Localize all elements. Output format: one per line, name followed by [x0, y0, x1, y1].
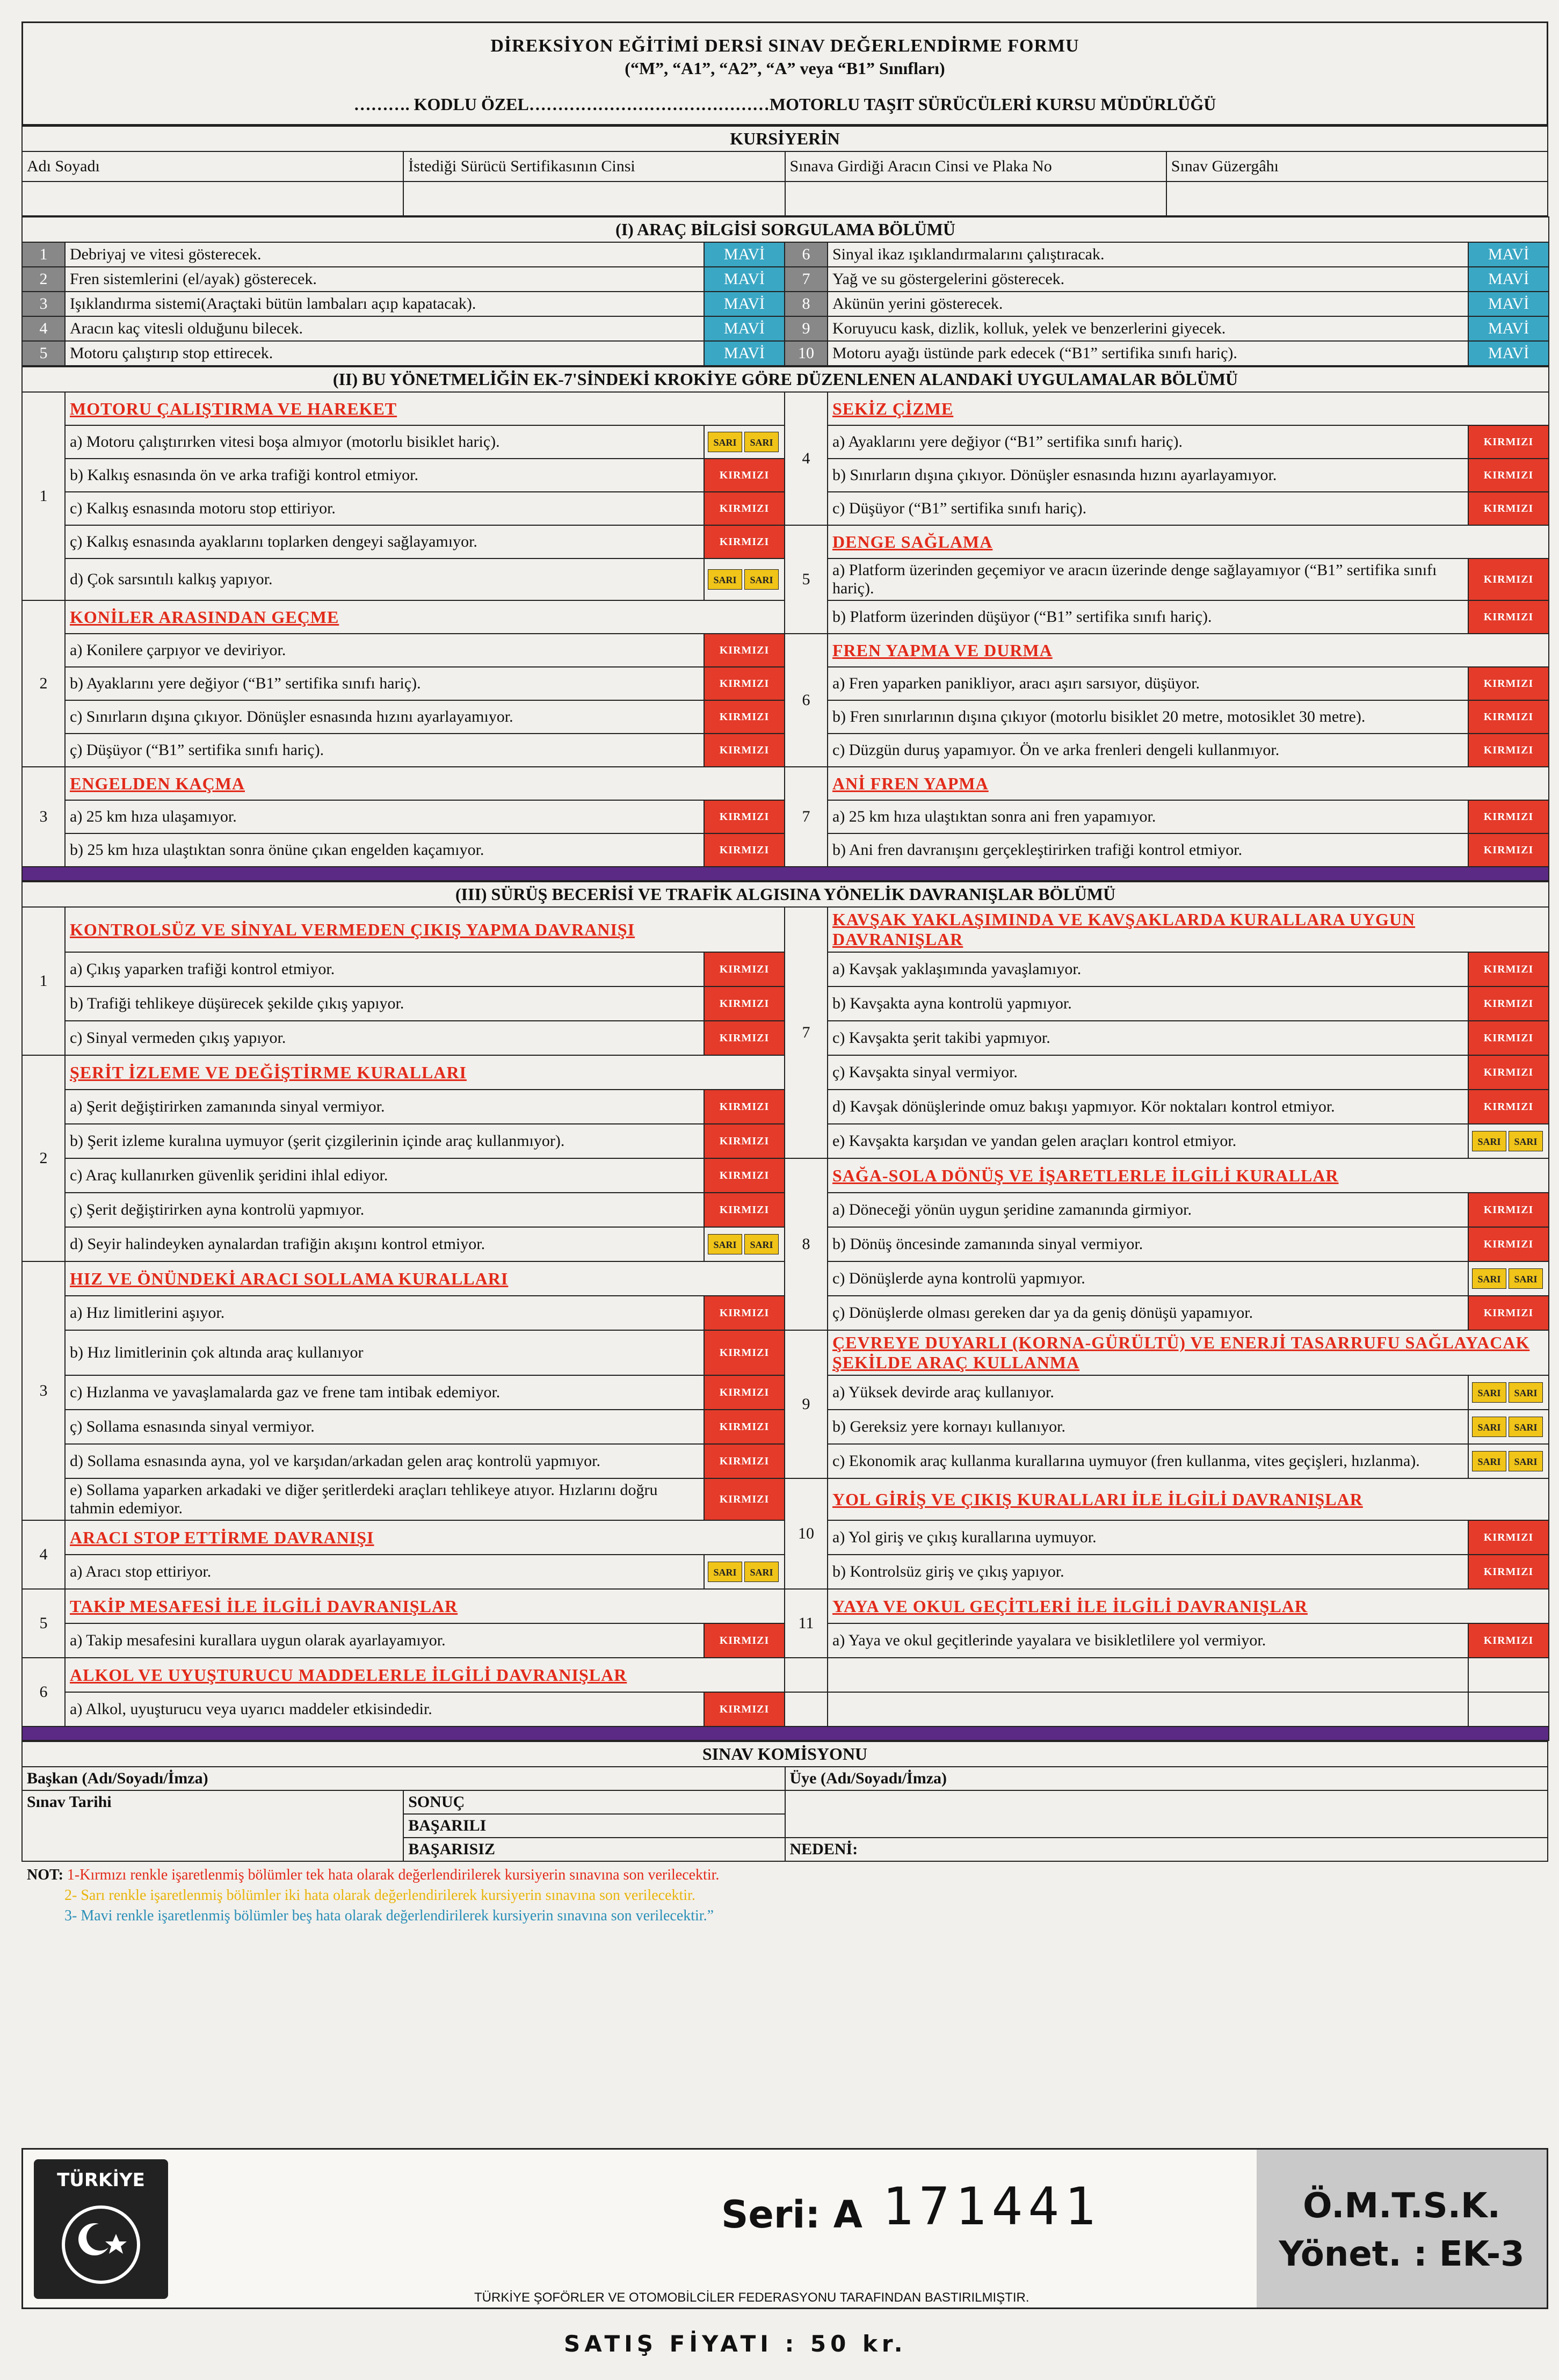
note-red: 1-Kırmızı renkle işaretlenmiş bölümler tek hata olarak değerlendirilerek kursiyerin sınavına son verilecektir. — [67, 1867, 720, 1883]
section1-table — [21, 216, 1549, 366]
form-page — [21, 21, 1548, 2352]
kirmizi-badge[interactable]: KIRMIZI — [704, 1124, 785, 1158]
criterion-item: c) Hızlanma ve yavaşlamalarda gaz ve frene tam intibak edemiyor. — [65, 1375, 704, 1410]
kirmizi-badge[interactable]: KIRMIZI — [704, 1410, 785, 1444]
criterion-item: b) Hız limitlerinin çok altında araç kullanıyor — [65, 1330, 704, 1375]
sari-badge[interactable]: SARI — [744, 1562, 779, 1582]
sari-badge-pair[interactable] — [1468, 1261, 1549, 1296]
mavi-badge[interactable]: MAVİ — [704, 341, 785, 366]
section1-title: (I) ARAÇ BİLGİSİ SORGULAMA BÖLÜMÜ — [22, 217, 1549, 242]
kirmizi-badge[interactable]: KIRMIZI — [1468, 1021, 1549, 1055]
baskan-label: Başkan (Adı/Soyadı/İmza) — [22, 1767, 785, 1790]
criterion-item: c) Kalkış esnasında motoru stop ettiriyor. — [65, 492, 704, 525]
s1-item: Motoru ayağı üstünde park edecek (“B1” sertifika sınıfı hariç). — [828, 341, 1468, 366]
group-number: 1 — [22, 392, 65, 600]
kirmizi-badge[interactable]: KIRMIZI — [704, 525, 785, 558]
logo-text: TÜRKİYE — [57, 2169, 145, 2191]
group-number: 8 — [785, 1158, 828, 1330]
kirmizi-badge[interactable]: KIRMIZI — [1468, 700, 1549, 734]
uye-field[interactable] — [785, 1790, 1548, 1838]
mavi-badge[interactable]: MAVİ — [704, 292, 785, 316]
kirmizi-badge[interactable]: KIRMIZI — [704, 1623, 785, 1658]
s1-num: 5 — [22, 341, 65, 366]
criterion-item: ç) Şerit değiştirirken ayna kontrolü yapmıyor. — [65, 1193, 704, 1227]
kirmizi-badge[interactable]: KIRMIZI — [1468, 600, 1549, 634]
kirmizi-badge[interactable]: KIRMIZI — [704, 700, 785, 734]
group-title: YAYA VE OKUL GEÇİTLERİ İLE İLGİLİ DAVRANIŞLAR — [828, 1589, 1549, 1623]
group-number: 9 — [785, 1330, 828, 1478]
group-number: 5 — [22, 1589, 65, 1658]
sari-badge-pair[interactable] — [1468, 1375, 1549, 1410]
criterion-item: b) Dönüş öncesinde zamanında sinyal vermiyor. — [828, 1227, 1468, 1261]
group-title: DENGE SAĞLAMA — [828, 525, 1549, 558]
criterion-item: c) Kavşakta şerit takibi yapmıyor. — [828, 1021, 1468, 1055]
criterion-item: a) Hız limitlerini aşıyor. — [65, 1296, 704, 1330]
vehicle-label: Sınava Girdiği Aracın Cinsi ve Plaka No — [785, 151, 1166, 182]
serial-number: 171441 — [882, 2176, 1101, 2237]
criterion-item: a) 25 km hıza ulaşamıyor. — [65, 800, 704, 833]
criterion-item: a) Döneceği yönün uygun şeridine zamanında girmiyor. — [828, 1193, 1468, 1227]
sari-badge-pair[interactable] — [704, 425, 785, 459]
criterion-item: b) Fren sınırlarının dışına çıkıyor (motorlu bisiklet 20 metre, motosiklet 30 metre). — [828, 700, 1468, 734]
sari-badge-pair[interactable] — [1468, 1410, 1549, 1444]
form-header — [21, 21, 1548, 126]
sari-badge[interactable]: SARI — [1472, 1131, 1506, 1151]
criterion-item: ç) Kalkış esnasında ayaklarını toplarken dengeyi sağlayamıyor. — [65, 525, 704, 558]
kirmizi-badge[interactable]: KIRMIZI — [1468, 986, 1549, 1021]
mavi-badge[interactable]: MAVİ — [1468, 242, 1549, 267]
mavi-badge[interactable]: MAVİ — [1468, 292, 1549, 316]
kirmizi-badge[interactable]: KIRMIZI — [1468, 800, 1549, 833]
vehicle-field[interactable] — [785, 182, 1166, 216]
s1-num: 10 — [785, 341, 828, 366]
uye-label: Üye (Adı/Soyadı/İmza) — [785, 1767, 1548, 1790]
basarisiz-option[interactable]: BAŞARISIZ — [403, 1838, 785, 1861]
group-title: ŞERİT İZLEME VE DEĞİŞTİRME KURALLARI — [65, 1055, 785, 1090]
kirmizi-badge[interactable]: KIRMIZI — [704, 1158, 785, 1193]
criterion-item: a) Aracı stop ettiriyor. — [65, 1555, 704, 1589]
omtsk-box — [1257, 2150, 1547, 2308]
certificate-field[interactable] — [403, 182, 785, 216]
name-label: Adı Soyadı — [22, 151, 403, 182]
name-field[interactable] — [22, 182, 403, 216]
kirmizi-badge[interactable]: KIRMIZI — [1468, 425, 1549, 459]
s1-num: 7 — [785, 267, 828, 292]
kirmizi-badge[interactable]: KIRMIZI — [704, 1444, 785, 1478]
group-number: 3 — [22, 1261, 65, 1520]
criterion-item: b) Şerit izleme kuralına uymuyor (şerit çizgilerinin içinde araç kullanmıyor). — [65, 1124, 704, 1158]
sari-badge[interactable]: SARI — [708, 432, 742, 452]
sonuc-label: SONUÇ — [403, 1790, 785, 1814]
omtsk-label: Ö.M.T.S.K. — [1303, 2186, 1500, 2226]
group-number: 10 — [785, 1478, 828, 1589]
kirmizi-badge[interactable]: KIRMIZI — [704, 986, 785, 1021]
group-title: KONİLER ARASINDAN GEÇME — [65, 600, 785, 634]
group-title: FREN YAPMA VE DURMA — [828, 634, 1549, 667]
group-number: 2 — [22, 1055, 65, 1261]
criterion-item: a) Çıkış yaparken trafiği kontrol etmiyor. — [65, 952, 704, 986]
section-divider — [22, 1726, 1549, 1740]
criterion-item: a) Kavşak yaklaşımında yavaşlamıyor. — [828, 952, 1468, 986]
printer-note: TÜRKİYE ŞOFÖRLER VE OTOMOBİLCİLER FEDERASYONU TARAFINDAN BASTIRILMIŞTIR. — [474, 2290, 1029, 2305]
criterion-item: c) Ekonomik araç kullanma kurallarına uymuyor (fren kullanma, vites geçişleri, hızlanma). — [828, 1444, 1468, 1478]
group-title: MOTORU ÇALIŞTIRMA VE HAREKET — [65, 392, 785, 425]
kirmizi-badge[interactable]: KIRMIZI — [1468, 1555, 1549, 1589]
kursiyer-title: KURSİYERİN — [22, 126, 1548, 151]
s1-num: 4 — [22, 316, 65, 341]
section3-table — [21, 881, 1549, 1741]
group-number: 2 — [22, 600, 65, 767]
sari-badge[interactable]: SARI — [1472, 1451, 1506, 1471]
criterion-item: a) 25 km hıza ulaştıktan sonra ani fren yapamıyor. — [828, 800, 1468, 833]
criterion-item: a) Fren yaparken panikliyor, aracı aşırı sarsıyor, düşüyor. — [828, 667, 1468, 700]
criterion-item: c) Düzgün duruş yapamıyor. Ön ve arka frenleri dengeli kullanmıyor. — [828, 734, 1468, 767]
criterion-item: e) Kavşakta karşıdan ve yandan gelen araçları kontrol etmiyor. — [828, 1124, 1468, 1158]
kirmizi-badge[interactable]: KIRMIZI — [704, 734, 785, 767]
kirmizi-badge[interactable]: KIRMIZI — [1468, 1227, 1549, 1261]
group-title: SEKİZ ÇİZME — [828, 392, 1549, 425]
kirmizi-badge[interactable]: KIRMIZI — [704, 1296, 785, 1330]
group-number: 4 — [22, 1520, 65, 1589]
form-title: DİREKSİYON EĞİTİMİ DERSİ SINAV DEĞERLENDİRME FORMU — [490, 36, 1079, 56]
section2-title: (II) BU YÖNETMELİĞİN EK-7'SİNDEKİ KROKİYE GÖRE DÜZENLENEN ALANDAKİ UYGULAMALAR BÖLÜMÜ — [22, 367, 1549, 392]
school-line: ………. KODLU ÖZEL……………………………………MOTORLU TAŞIT SÜRÜCÜLERİ KURSU MÜDÜRLÜĞÜ — [353, 95, 1216, 114]
mavi-badge[interactable]: MAVİ — [704, 316, 785, 341]
sale-price: SATIŞ FİYATI : 50 kr. — [564, 2331, 907, 2357]
criterion-item: ç) Kavşakta sinyal vermiyor. — [828, 1055, 1468, 1090]
s1-item: Yağ ve su göstergelerini gösterecek. — [828, 267, 1468, 292]
kirmizi-badge[interactable]: KIRMIZI — [704, 492, 785, 525]
group-title: KONTROLSÜZ VE SİNYAL VERMEDEN ÇIKIŞ YAPMA DAVRANIŞI — [65, 907, 785, 952]
group-title: ARACI STOP ETTİRME DAVRANIŞI — [65, 1520, 785, 1555]
criterion-item: a) Yüksek devirde araç kullanıyor. — [828, 1375, 1468, 1410]
criterion-item: ç) Sollama esnasında sinyal vermiyor. — [65, 1410, 704, 1444]
kirmizi-badge[interactable]: KIRMIZI — [1468, 492, 1549, 525]
sari-badge[interactable]: SARI — [1509, 1131, 1543, 1151]
s1-item: Fren sistemlerini (el/ayak) gösterecek. — [65, 267, 704, 292]
criterion-item: b) Kontrolsüz giriş ve çıkış yapıyor. — [828, 1555, 1468, 1589]
kirmizi-badge[interactable]: KIRMIZI — [704, 1193, 785, 1227]
criterion-item: a) Şerit değiştirirken zamanında sinyal vermiyor. — [65, 1090, 704, 1124]
mavi-badge[interactable]: MAVİ — [704, 242, 785, 267]
sari-badge[interactable]: SARI — [1509, 1451, 1543, 1471]
sari-badge[interactable]: SARI — [1509, 1417, 1543, 1437]
s1-item: Akünün yerini gösterecek. — [828, 292, 1468, 316]
group-number: 3 — [22, 767, 65, 867]
federation-logo — [34, 2159, 168, 2299]
komisyon-table — [21, 1741, 1548, 1862]
kirmizi-badge[interactable]: KIRMIZI — [1468, 558, 1549, 600]
criterion-item: b) Ani fren davranışını gerçekleştirirken trafiği kontrol etmiyor. — [828, 833, 1468, 867]
s1-item: Motoru çalıştırıp stop ettirecek. — [65, 341, 704, 366]
form-subtitle: (“M”, “A1”, “A2”, “A” veya “B1” Sınıfları) — [625, 59, 945, 78]
criterion-item: c) Araç kullanırken güvenlik şeridini ihlal ediyor. — [65, 1158, 704, 1193]
kursiyer-table — [21, 126, 1548, 216]
criterion-item: b) Sınırların dışına çıkıyor. Dönüşler esnasında hızını ayarlayamıyor. — [828, 459, 1468, 492]
kirmizi-badge[interactable]: KIRMIZI — [704, 833, 785, 867]
s1-num: 1 — [22, 242, 65, 267]
route-field[interactable] — [1166, 182, 1548, 216]
sari-badge[interactable]: SARI — [1509, 1268, 1543, 1289]
criterion-item: c) Dönüşlerde ayna kontrolü yapmıyor. — [828, 1261, 1468, 1296]
kirmizi-badge[interactable]: KIRMIZI — [1468, 734, 1549, 767]
group-title: ÇEVREYE DUYARLI (KORNA-GÜRÜLTÜ) VE ENERJİ TASARRUFU SAĞLAYACAK ŞEKİLDE ARAÇ KULLANMA — [828, 1330, 1549, 1375]
criterion-item: b) Kavşakta ayna kontrolü yapmıyor. — [828, 986, 1468, 1021]
note-yellow: 2- Sarı renkle işaretlenmiş bölümler iki hata olarak değerlendirilerek kursiyerin sınavına son verilecektir. — [64, 1887, 695, 1904]
sari-badge[interactable]: SARI — [744, 1234, 779, 1254]
sari-badge-pair[interactable] — [1468, 1124, 1549, 1158]
sari-badge-pair[interactable] — [1468, 1444, 1549, 1478]
criterion-item: a) Motoru çalıştırırken vitesi boşa almıyor (motorlu bisiklet hariç). — [65, 425, 704, 459]
criterion-item: ç) Dönüşlerde olması gereken dar ya da geniş dönüşü yapamıyor. — [828, 1296, 1468, 1330]
group-title: ENGELDEN KAÇMA — [65, 767, 785, 800]
sari-badge[interactable]: SARI — [708, 1234, 742, 1254]
sari-badge-pair[interactable] — [704, 558, 785, 600]
kirmizi-badge[interactable]: KIRMIZI — [704, 1478, 785, 1520]
criterion-item: e) Sollama yaparken arkadaki ve diğer şeritlerdeki araçları tehlikeye atıyor. Hızlarını doğru tahmin edemiyor. — [65, 1478, 704, 1520]
s1-num: 6 — [785, 242, 828, 267]
s1-num: 8 — [785, 292, 828, 316]
criterion-item: b) Trafiği tehlikeye düşürecek şekilde çıkış yapıyor. — [65, 986, 704, 1021]
section3-title: (III) SÜRÜŞ BECERİSİ VE TRAFİK ALGISINA YÖNELİK DAVRANIŞLAR BÖLÜMÜ — [22, 882, 1549, 907]
group-number: 7 — [785, 907, 828, 1158]
kirmizi-badge[interactable]: KIRMIZI — [1468, 1296, 1549, 1330]
criterion-item: b) Kalkış esnasında ön ve arka trafiği kontrol etmiyor. — [65, 459, 704, 492]
mavi-badge[interactable]: MAVİ — [1468, 316, 1549, 341]
criterion-item: c) Düşüyor (“B1” sertifika sınıfı hariç). — [828, 492, 1468, 525]
section-divider — [22, 867, 1549, 881]
s1-item: Işıklandırma sistemi(Araçtaki bütün lambaları açıp kapatacak). — [65, 292, 704, 316]
s1-num: 9 — [785, 316, 828, 341]
criterion-item: b) Platform üzerinden düşüyor (“B1” sertifika sınıfı hariç). — [828, 600, 1468, 634]
criterion-item: c) Sınırların dışına çıkıyor. Dönüşler esnasında hızını ayarlayamıyor. — [65, 700, 704, 734]
sari-badge-pair[interactable] — [704, 1227, 785, 1261]
mavi-badge[interactable]: MAVİ — [1468, 267, 1549, 292]
sari-badge-pair[interactable] — [704, 1555, 785, 1589]
criterion-item: c) Sinyal vermeden çıkış yapıyor. — [65, 1021, 704, 1055]
group-number: 4 — [785, 392, 828, 525]
mavi-badge[interactable]: MAVİ — [704, 267, 785, 292]
kirmizi-badge[interactable]: KIRMIZI — [704, 1090, 785, 1124]
kirmizi-badge[interactable]: KIRMIZI — [704, 1330, 785, 1375]
kirmizi-badge[interactable]: KIRMIZI — [1468, 1193, 1549, 1227]
kirmizi-badge[interactable]: KIRMIZI — [704, 459, 785, 492]
criterion-item: a) Yol giriş ve çıkış kurallarına uymuyor. — [828, 1520, 1468, 1555]
criterion-item: d) Seyir halindeyken aynalardan trafiğin akışını kontrol etmiyor. — [65, 1227, 704, 1261]
kirmizi-badge[interactable]: KIRMIZI — [704, 1375, 785, 1410]
criterion-item: a) Konilere çarpıyor ve deviriyor. — [65, 634, 704, 667]
group-title: TAKİP MESAFESİ İLE İLGİLİ DAVRANIŞLAR — [65, 1589, 785, 1623]
group-title: KAVŞAK YAKLAŞIMINDA VE KAVŞAKLARDA KURALLARA UYGUN DAVRANIŞLAR — [828, 907, 1549, 952]
sari-badge[interactable]: SARI — [1472, 1268, 1506, 1289]
kirmizi-badge[interactable]: KIRMIZI — [1468, 952, 1549, 986]
kirmizi-badge[interactable]: KIRMIZI — [1468, 1623, 1549, 1658]
criterion-item: d) Çok sarsıntılı kalkış yapıyor. — [65, 558, 704, 600]
mavi-badge[interactable]: MAVİ — [1468, 341, 1549, 366]
criterion-item: a) Ayaklarını yere değiyor (“B1” sertifika sınıfı hariç). — [828, 425, 1468, 459]
s1-item: Koruyucu kask, dizlik, kolluk, yelek ve benzerlerini giyecek. — [828, 316, 1468, 341]
kirmizi-badge[interactable]: KIRMIZI — [1468, 1090, 1549, 1124]
group-number: 5 — [785, 525, 828, 634]
group-title: HIZ VE ÖNÜNDEKİ ARACI SOLLAMA KURALLARI — [65, 1261, 785, 1296]
s1-item: Debriyaj ve vitesi gösterecek. — [65, 242, 704, 267]
criterion-item: ç) Düşüyor (“B1” sertifika sınıfı hariç). — [65, 734, 704, 767]
criterion-item: d) Sollama esnasında ayna, yol ve karşıdan/arkadan gelen araç kontrolü yapmıyor. — [65, 1444, 704, 1478]
sari-badge[interactable]: SARI — [708, 1562, 742, 1582]
group-number: 7 — [785, 767, 828, 867]
route-label: Sınav Güzergâhı — [1166, 151, 1548, 182]
kirmizi-badge[interactable]: KIRMIZI — [704, 1692, 785, 1726]
kirmizi-badge[interactable]: KIRMIZI — [1468, 459, 1549, 492]
kirmizi-badge[interactable]: KIRMIZI — [704, 800, 785, 833]
s1-num: 2 — [22, 267, 65, 292]
sari-badge[interactable]: SARI — [1472, 1382, 1506, 1403]
criterion-item: a) Platform üzerinden geçemiyor ve aracın üzerinde denge sağlayamıyor (“B1” sertifika sınıfı hariç). — [828, 558, 1468, 600]
kirmizi-badge[interactable]: KIRMIZI — [1468, 833, 1549, 867]
group-number: 1 — [22, 907, 65, 1055]
sari-badge[interactable]: SARI — [1472, 1417, 1506, 1437]
tarih-label: Sınav Tarihi — [22, 1790, 403, 1861]
kirmizi-badge[interactable]: KIRMIZI — [1468, 1055, 1549, 1090]
kirmizi-badge[interactable]: KIRMIZI — [1468, 1520, 1549, 1555]
criterion-item: a) Yaya ve okul geçitlerinde yayalara ve bisikletlilere yol vermiyor. — [828, 1623, 1468, 1658]
group-title: ANİ FREN YAPMA — [828, 767, 1549, 800]
s1-item: Aracın kaç vitesli olduğunu bilecek. — [65, 316, 704, 341]
note-label: NOT: — [27, 1867, 63, 1883]
kirmizi-badge[interactable]: KIRMIZI — [704, 952, 785, 986]
seri-label: Seri: A — [721, 2193, 862, 2237]
group-title: SAĞA-SOLA DÖNÜŞ VE İŞARETLERLE İLGİLİ KURALLAR — [828, 1158, 1549, 1193]
crescent-star-icon — [35, 2191, 166, 2298]
kirmizi-badge[interactable]: KIRMIZI — [704, 1021, 785, 1055]
s1-item: Sinyal ikaz ışıklandırmalarını çalıştıracak. — [828, 242, 1468, 267]
sari-badge[interactable]: SARI — [708, 569, 742, 590]
group-title: ALKOL VE UYUŞTURUCU MADDELERLE İLGİLİ DAVRANIŞLAR — [65, 1658, 785, 1692]
footer-band — [21, 2148, 1548, 2309]
criterion-item: b) Gereksiz yere kornayı kullanıyor. — [828, 1410, 1468, 1444]
sari-badge[interactable]: SARI — [744, 569, 779, 590]
kirmizi-badge[interactable]: KIRMIZI — [704, 634, 785, 667]
kirmizi-badge[interactable]: KIRMIZI — [704, 667, 785, 700]
neden-label: NEDENİ: — [785, 1838, 1548, 1861]
komisyon-title: SINAV KOMİSYONU — [22, 1742, 1548, 1767]
group-number: 6 — [22, 1658, 65, 1726]
s1-num: 3 — [22, 292, 65, 316]
criterion-item: a) Alkol, uyuşturucu veya uyarıcı maddeler etkisindedir. — [65, 1692, 704, 1726]
group-number: 6 — [785, 634, 828, 767]
criterion-item: d) Kavşak dönüşlerinde omuz bakışı yapmıyor. Kör noktaları kontrol etmiyor. — [828, 1090, 1468, 1124]
sari-badge[interactable]: SARI — [744, 432, 779, 452]
yonet-label: Yönet. : EK-3 — [1279, 2234, 1525, 2274]
notes — [21, 1862, 1548, 1926]
criterion-item: b) 25 km hıza ulaştıktan sonra önüne çıkan engelden kaçamıyor. — [65, 833, 704, 867]
group-title: YOL GİRİŞ VE ÇIKIŞ KURALLARI İLE İLGİLİ DAVRANIŞLAR — [828, 1478, 1549, 1520]
note-blue: 3- Mavi renkle işaretlenmiş bölümler beş hata olarak değerlendirilerek kursiyerin sınavına son verilecektir.” — [64, 1907, 714, 1924]
criterion-item: b) Ayaklarını yere değiyor (“B1” sertifika sınıfı hariç). — [65, 667, 704, 700]
group-number: 11 — [785, 1589, 828, 1658]
basarili-option[interactable]: BAŞARILI — [403, 1814, 785, 1838]
kirmizi-badge[interactable]: KIRMIZI — [1468, 667, 1549, 700]
section2-table — [21, 366, 1549, 881]
sari-badge[interactable]: SARI — [1509, 1382, 1543, 1403]
certificate-label: İstediği Sürücü Sertifikasının Cinsi — [403, 151, 785, 182]
criterion-item: a) Takip mesafesini kurallara uygun olarak ayarlayamıyor. — [65, 1623, 704, 1658]
